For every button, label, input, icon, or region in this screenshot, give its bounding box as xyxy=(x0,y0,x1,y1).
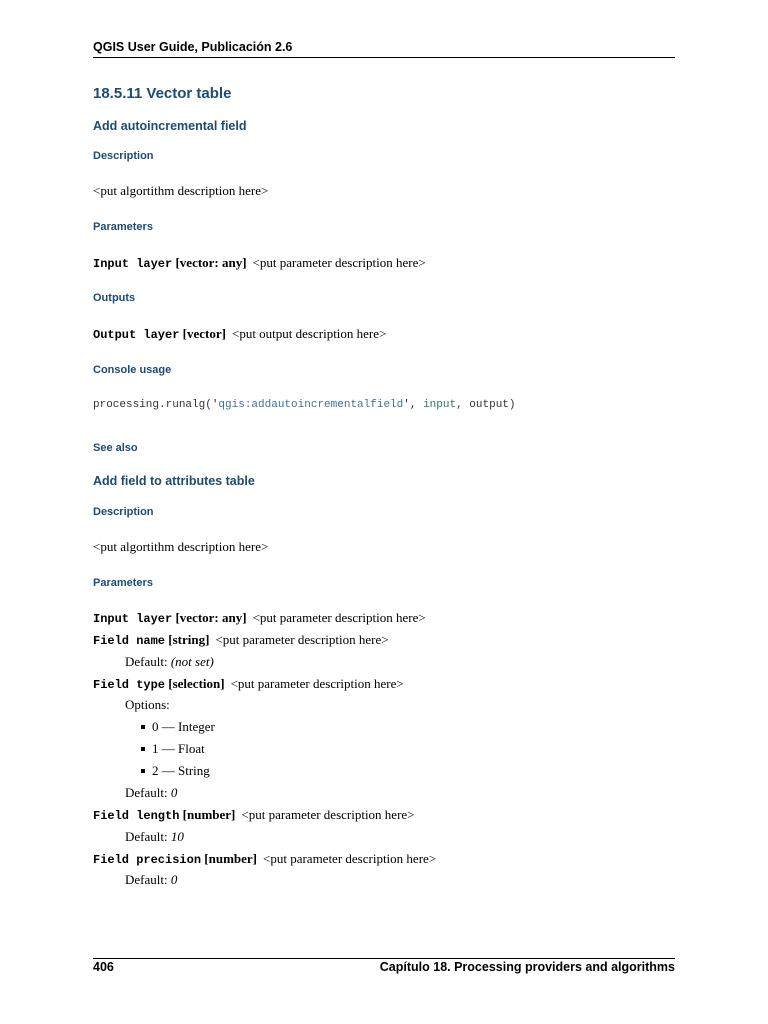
footer-rule xyxy=(93,958,675,959)
header-rule xyxy=(93,57,675,58)
option-item: 0 — Integer xyxy=(141,719,215,735)
description-heading: Description xyxy=(93,506,154,518)
parameter-field-precision xyxy=(93,851,436,867)
param-name: Field name xyxy=(93,634,166,648)
options-label: Options: xyxy=(125,697,170,712)
default-value: (not set) xyxy=(170,654,214,669)
parameter-field-name xyxy=(93,632,389,648)
code-prefix: processing.runalg(' xyxy=(93,399,219,411)
default-field-precision xyxy=(125,872,177,888)
default-value: 10 xyxy=(170,829,184,844)
parameter-input-layer xyxy=(93,255,426,271)
code-input: input xyxy=(423,399,457,411)
output-desc: <put output description here> xyxy=(231,326,387,341)
default-value: 0 xyxy=(170,785,178,800)
default-field-name xyxy=(125,654,214,670)
parameters-heading: Parameters xyxy=(93,221,153,233)
bullet-icon xyxy=(141,769,145,773)
description-text: <put algortithm description here> xyxy=(93,539,269,554)
algorithm-title-autoincremental: Add autoincremental field xyxy=(93,119,247,133)
see-also-heading: See also xyxy=(93,442,138,454)
description-heading: Description xyxy=(93,150,154,162)
param-name: Input layer xyxy=(93,612,173,626)
document-page xyxy=(93,0,675,1024)
default-field-type xyxy=(125,785,177,801)
parameter-field-length xyxy=(93,807,415,823)
param-name: Field type xyxy=(93,678,166,692)
default-field-length xyxy=(125,829,184,845)
param-desc: <put parameter description here> xyxy=(252,610,426,625)
param-type: [selection] xyxy=(168,676,225,691)
running-header: QGIS User Guide, Publicación 2.6 xyxy=(93,40,293,54)
default-label: Default: xyxy=(125,829,168,844)
output-name: Output layer xyxy=(93,328,180,342)
param-type: [vector: any] xyxy=(175,610,247,625)
param-desc: <put parameter description here> xyxy=(263,851,437,866)
parameter-field-type xyxy=(93,676,404,692)
default-label: Default: xyxy=(125,654,168,669)
console-usage-heading: Console usage xyxy=(93,364,172,376)
param-type: [vector: any] xyxy=(175,255,247,270)
param-type: [number] xyxy=(182,807,236,822)
default-label: Default: xyxy=(125,872,168,887)
param-desc: <put parameter description here> xyxy=(215,632,389,647)
param-type: [number] xyxy=(204,851,257,866)
section-title: 18.5.11 Vector table xyxy=(93,85,232,102)
parameters-heading: Parameters xyxy=(93,577,153,589)
param-name: Field length xyxy=(93,809,180,823)
code-alg-id: qgis:addautoincrementalfield xyxy=(218,399,404,411)
bullet-icon xyxy=(141,747,145,751)
parameter-input-layer xyxy=(93,610,426,626)
bullet-icon xyxy=(141,725,145,729)
param-name: Field precision xyxy=(93,853,202,867)
param-desc: <put parameter description here> xyxy=(241,807,415,822)
option-item: 2 — String xyxy=(141,763,210,779)
description-text: <put algortithm description here> xyxy=(93,183,269,198)
param-desc: <put parameter description here> xyxy=(230,676,404,691)
chapter-title: Capítulo 18. Processing providers and algorithms xyxy=(379,960,675,974)
output-layer xyxy=(93,326,386,342)
outputs-heading: Outputs xyxy=(93,292,136,304)
param-name: Input layer xyxy=(93,257,173,271)
output-type: [vector] xyxy=(182,326,226,341)
code-suffix: , output) xyxy=(456,399,516,411)
code-mid: ', xyxy=(403,399,424,411)
param-desc: <put parameter description here> xyxy=(252,255,426,270)
option-item: 1 — Float xyxy=(141,741,205,757)
algorithm-title-add-field: Add field to attributes table xyxy=(93,474,255,488)
param-type: [string] xyxy=(168,632,210,647)
page-number: 406 xyxy=(93,960,114,974)
default-label: Default: xyxy=(125,785,168,800)
default-value: 0 xyxy=(170,872,178,887)
console-code xyxy=(93,399,516,411)
